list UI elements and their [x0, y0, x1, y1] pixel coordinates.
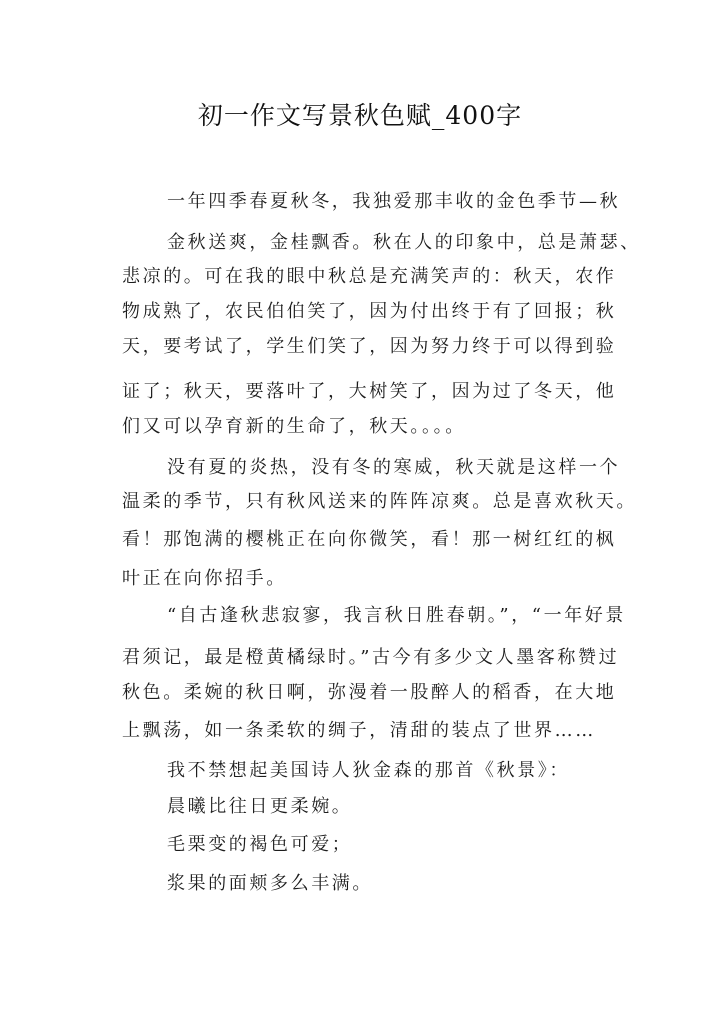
- paragraph-line: 温柔的季节，只有秋风送来的阵阵凉爽。总是喜欢秋天。: [122, 491, 637, 512]
- paragraph-line: 物成熟了，农民伯伯笑了，因为付出终于有了回报；秋: [122, 301, 617, 322]
- paragraph-line: 们又可以孕育新的生命了，秋天。。。。: [122, 416, 466, 437]
- paragraph-line: 金秋送爽，金桂飘香。秋在人的印象中，总是萧瑟、: [167, 232, 641, 253]
- paragraph-line: 没有夏的炎热，没有冬的寒威，秋天就是这样一个: [167, 457, 621, 478]
- poem-line: 晨曦比往日更柔婉。: [167, 796, 353, 817]
- document-title: 初一作文写景秋色赋_400字: [197, 101, 523, 130]
- paragraph-line: 悲凉的。可在我的眼中秋总是充满笑声的：秋天，农作: [122, 266, 617, 287]
- paragraph-line: 叶正在向你招手。: [122, 568, 287, 589]
- paragraph-line: 君须记，最是橙黄橘绿时。”古今有多少文人墨客称赞过: [122, 647, 620, 668]
- paragraph-line: 天，要考试了，学生们笑了，因为努力终于可以得到验: [122, 336, 617, 357]
- paragraph-line: 一年四季春夏秋冬，我独爱那丰收的金色季节—秋: [167, 191, 621, 212]
- paragraph-line: 上飘荡，如一条柔软的绸子，清甜的装点了世界……: [122, 720, 596, 741]
- poem-line: 浆果的面颊多么丰满。: [167, 873, 373, 894]
- paragraph-line: “自古逢秋悲寂寥，我言秋日胜春朝。”，“一年好景: [167, 605, 627, 626]
- paragraph-line: 看！那饱满的樱桃正在向你微笑，看！那一树红红的枫: [122, 529, 617, 550]
- poem-line: 毛栗变的褐色可爱；: [167, 834, 353, 855]
- paragraph-line: 我不禁想起美国诗人狄金森的那首《秋景》：: [167, 760, 570, 781]
- paragraph-line: 证了；秋天，要落叶了，大树笑了，因为过了冬天，他: [122, 381, 617, 402]
- paragraph-line: 秋色。柔婉的秋日啊，弥漫着一股醉人的稻香，在大地: [122, 682, 617, 703]
